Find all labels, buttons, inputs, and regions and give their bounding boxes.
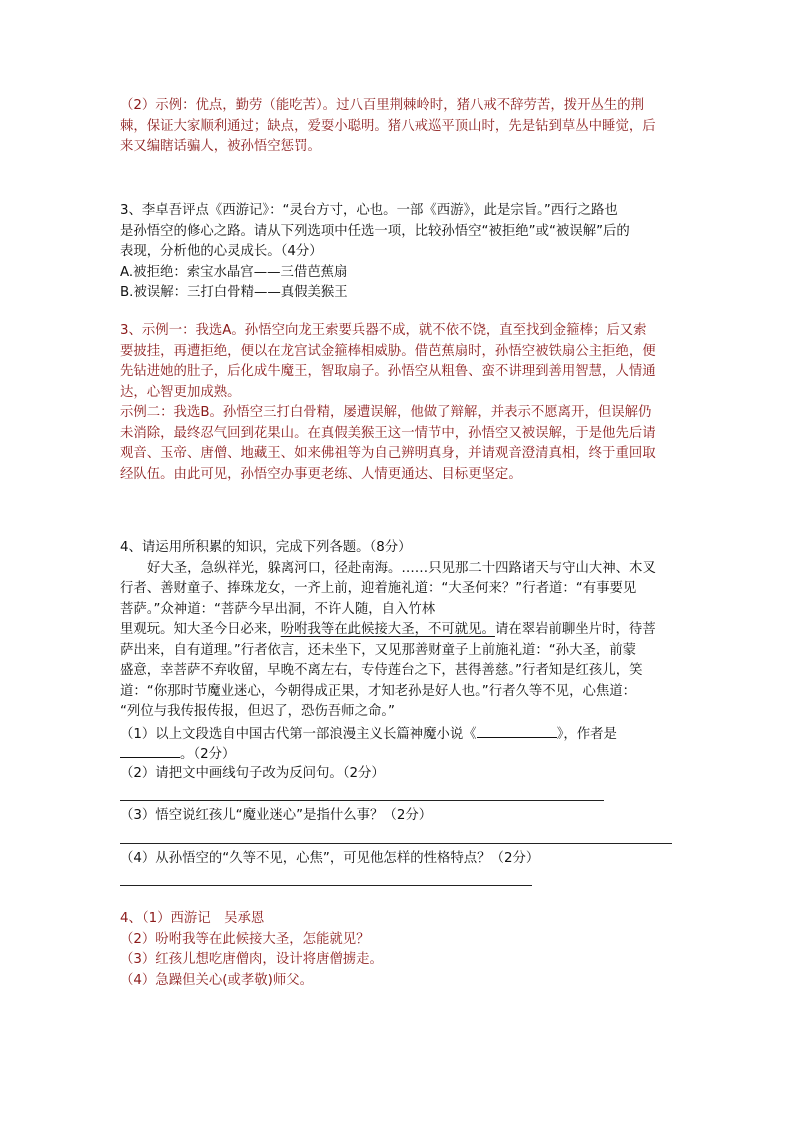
answer-3-line: 观音、玉帝、唐僧、地藏王、如来佛祖等为自己辨明真身，并请观音澄清真相，终于重回取	[120, 446, 656, 461]
question-3-line: 3、李卓吾评点《西游记》：“灵台方寸，心也。一部《西游》，此是宗旨。”西行之路也	[120, 203, 618, 218]
answer-blank-author[interactable]	[120, 743, 180, 758]
question-3-line: 表现，分析他的心灵成长。（4分）	[120, 244, 323, 259]
answer-4-line: （2）吩咐我等在此候接大圣，怎能就见？	[120, 931, 370, 947]
answer-4-block	[120, 909, 680, 991]
answer-line-4[interactable]	[120, 885, 532, 886]
passage-line: “列位与我传报传报，但迟了，恐伤吾师之命。”	[120, 704, 395, 719]
answer-4-line: 4、（1）西游记 吴承恩	[120, 911, 265, 926]
answer-3-line: 达，心智更加成熟。	[120, 384, 241, 400]
answer-3-block	[120, 321, 680, 485]
sub-question-1-cont	[120, 743, 680, 764]
passage-text: 里观玩。知大圣今日必来，	[120, 622, 281, 637]
sub-question-3-block	[120, 806, 680, 827]
sub-question-2: （2）请把文中画线句子改为反问句。（2分）	[120, 765, 385, 781]
question-3-line: 是孙悟空的修心之路。请从下列选项中任选一项，比较孙悟空“被拒绝”或“被误解”后的	[120, 223, 630, 239]
answer-2-line: （2）示例：优点，勤劳（能吃苦）。过八百里荆棘岭时，猪八戒不辞劳苦，拨开丛生的荆	[120, 98, 645, 113]
sub-question-4-block	[120, 849, 680, 870]
answer-3-line: 经队伍。由此可见，孙悟空办事更老练、人情更通达、目标更坚定。	[120, 466, 522, 482]
question-3-block	[120, 201, 680, 304]
answer-2-line: 来又编瞎话骗人，被孙悟空惩罚。	[120, 139, 321, 154]
passage-line	[120, 620, 680, 641]
sub-question-1	[120, 723, 680, 744]
passage-line: 行者、善财童子、捧珠龙女，一齐上前，迎着施礼道：“大圣何来？”行者道：“有事要见	[120, 581, 637, 596]
passage-line: 盛意，幸菩萨不弃收留，早晚不离左右，专侍莲台之下，甚得善慈。”行者知是红孩儿，笑	[120, 663, 643, 678]
sub-question-1-text: 。（2分）	[180, 747, 236, 762]
answer-4-line: （3）红孩儿想吃唐僧肉，设计将唐僧掳走。	[120, 952, 383, 967]
answer-2-line: 棘，保证大家顺利通过；缺点，爱耍小聪明。猪八戒巡平顶山时，先是钻到草丛中睡觉，后	[120, 118, 656, 134]
answer-4-line: （4）急躁但关心(或孝敬)师父。	[120, 972, 314, 988]
passage-line: 萨出来，自有道理。”行者依言，还未坐下，又见那善财童子上前施礼道：“孙大圣，前蒙	[120, 642, 637, 658]
sub-question-1-text: （1）以上文段选自中国古代第一部浪漫主义长篇神魔小说《	[120, 726, 477, 742]
sub-question-3: （3）悟空说红孩儿“魔业迷心”是指什么事？（2分）	[120, 808, 433, 823]
answer-3-line: 示例二：我选B。孙悟空三打白骨精，屡遭误解，他做了辩解，并表示不愿离开，但误解仍	[120, 405, 652, 420]
question-3-option-b: B.被误解：三打白骨精——真假美猴王	[120, 285, 348, 300]
passage-line: 道：“你那时节魔业迷心，今朝得成正果，才知老孙是好人也。”行者久等不见，心焦道：	[120, 683, 637, 699]
question-3-option-a: A.被拒绝：索宝水晶宫——三借芭蕉扇	[120, 264, 348, 280]
answer-3-line: 未消除，最终忍气回到花果山。在真假美猴王这一情节中，孙悟空又被误解，于是他先后请	[120, 425, 656, 441]
underlined-sentence: 吩咐我等在此候接大圣，不可就见。	[280, 622, 495, 637]
passage-line: 好大圣，急纵祥光，躲离河口，径赴南海。……只见那二十四路诸天与守山大神、木叉	[147, 560, 656, 576]
answer-2-block	[120, 96, 680, 158]
answer-line-3[interactable]	[120, 843, 672, 844]
answer-3-line: 3、示例一：我选A。孙悟空向龙王索要兵器不成，就不依不饶，直至找到金箍棒；后又索	[120, 323, 647, 338]
question-4-heading: 4、请运用所积累的知识，完成下列各题。（8分）	[120, 540, 412, 555]
sub-question-4: （4）从孙悟空的“久等不见，心焦”，可见他怎样的性格特点？（2分）	[120, 851, 540, 866]
passage-text: 请在翠岩前聊坐片时，待菩	[494, 622, 656, 637]
question-4-block	[120, 538, 680, 784]
answer-3-line: 先钻进她的肚子，后化成牛魔王，智取扇子。孙悟空从粗鲁、蛮不讲理到善用智慧，人情通	[120, 364, 656, 379]
sub-question-1-text: 》，作者是	[556, 726, 617, 742]
answer-blank-book[interactable]	[477, 723, 557, 738]
answer-line-2[interactable]	[120, 800, 604, 801]
passage-line: 菩萨。”众神道：“菩萨今早出洞，不许人随，自入竹林	[120, 601, 436, 617]
answer-3-line: 要披挂，再遭拒绝，便以在龙宫试金箍棒相威胁。借芭蕉扇时，孙悟空被铁扇公主拒绝，便	[120, 343, 656, 359]
